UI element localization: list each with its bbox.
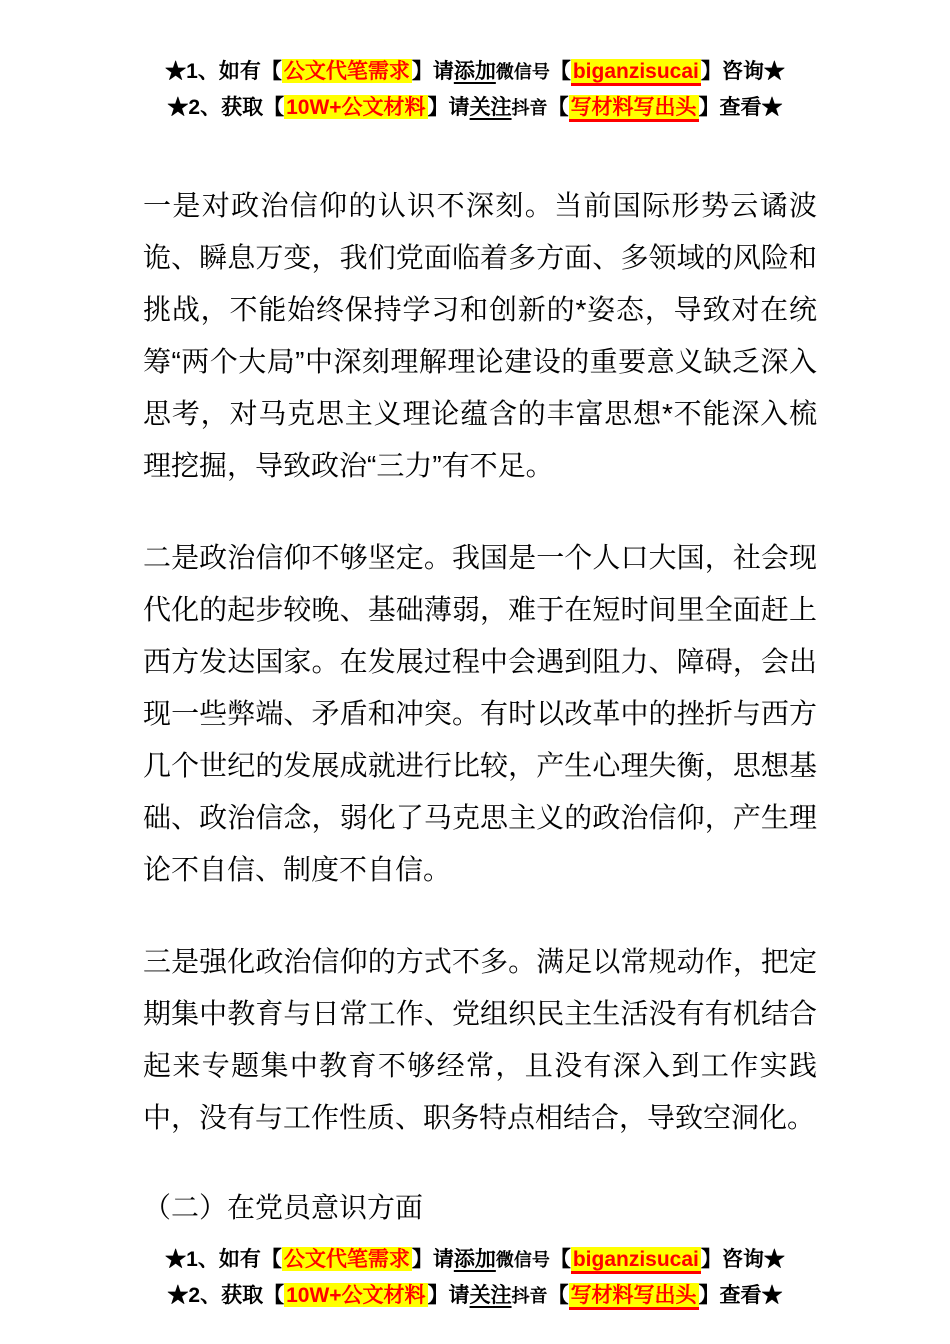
promo-mid: 】请 [427,1284,470,1307]
promo-prefix: ★1、如有【 [165,1248,282,1271]
promo-douyin-label: 抖音 [511,98,548,118]
promo-bracket: 【 [549,1248,571,1271]
promo-header-line-1 [0,54,950,90]
promo-suffix: 】咨询★ [700,1248,785,1271]
promo-bracket: 【 [549,60,571,83]
promo-suffix: 】咨询★ [700,60,785,83]
promo-bracket: 【 [547,96,569,119]
promo-suffix: 】查看★ [698,1284,783,1307]
section-heading-party-member-awareness: （二）在党员意识方面 [143,1192,424,1223]
promo-wechat-label: 微信号 [495,1250,550,1270]
promo-prefix: ★1、如有【 [165,60,282,83]
promo-mid: 】请 [411,60,454,83]
promo-douyin-label: 抖音 [511,1286,548,1306]
promo-highlight-materials: 10W+公文材料 [286,1284,426,1307]
promo-highlight-service: 公文代笔需求 [283,60,410,83]
promo-prefix: ★2、获取【 [167,96,285,119]
promo-prefix: ★2、获取【 [167,1284,285,1307]
paragraph-political-faith-methods: 三是强化政治信仰的方式不多。满足以常规动作，把定期集中教育与日常工作、党组织民主生活没有有机结合起来专题集中教育不够经常，且没有深入到工作实践中，没有与工作性质、职务特点相结合，导致空洞化。 [143,946,817,1133]
promo-wechat-id: biganzisucai [571,59,701,86]
promo-bracket: 【 [547,1284,569,1307]
promo-header-line-2 [0,90,950,126]
paragraph-political-faith-understanding: 一是对政治信仰的认识不深刻。当前国际形势云谲波诡、瞬息万变，我们党面临着多方面、多领域的风险和挑战，不能始终保持学习和创新的*姿态，导致对在统筹“两个大局”中深刻理解理论建设的重要意义缺乏深入思考，对马克思主义理论蕴含的丰富思想*不能深入梳理挖掘，导致政治“三力”有不足。 [143,190,817,481]
promo-wechat-id: biganzisucai [571,1247,701,1274]
promo-mid: 】请 [411,1248,454,1271]
paragraph-political-faith-firmness: 二是政治信仰不够坚定。我国是一个人口大国，社会现代化的起步较晚、基础薄弱，难于在短时间里全面赶上西方发达国家。在发展过程中会遇到阻力、障碍，会出现一些弊端、矛盾和冲突。有时以改革中的挫折与西方几个世纪的发展成就进行比较，产生心理失衡，思想基础、政治信念，弱化了马克思主义的政治信仰，产生理论不自信、制度不自信。 [143,542,817,885]
promo-underline-follow: 关注 [469,96,512,119]
promo-footer [0,1234,950,1314]
promo-douyin-id: 写材料写出头 [569,95,699,122]
promo-douyin-id: 写材料写出头 [569,1283,699,1310]
promo-underline-add: 添加 [453,60,496,83]
promo-highlight-service: 公文代笔需求 [283,1248,410,1271]
promo-footer-line-1 [0,1242,950,1278]
promo-wechat-label: 微信号 [495,62,550,82]
promo-header [0,0,950,126]
promo-underline-follow: 关注 [469,1284,512,1307]
promo-highlight-materials: 10W+公文材料 [286,96,426,119]
promo-mid: 】请 [427,96,470,119]
promo-underline-add: 添加 [453,1248,496,1271]
document-body [0,180,950,1228]
promo-suffix: 】查看★ [698,96,783,119]
promo-footer-line-2 [0,1278,950,1314]
